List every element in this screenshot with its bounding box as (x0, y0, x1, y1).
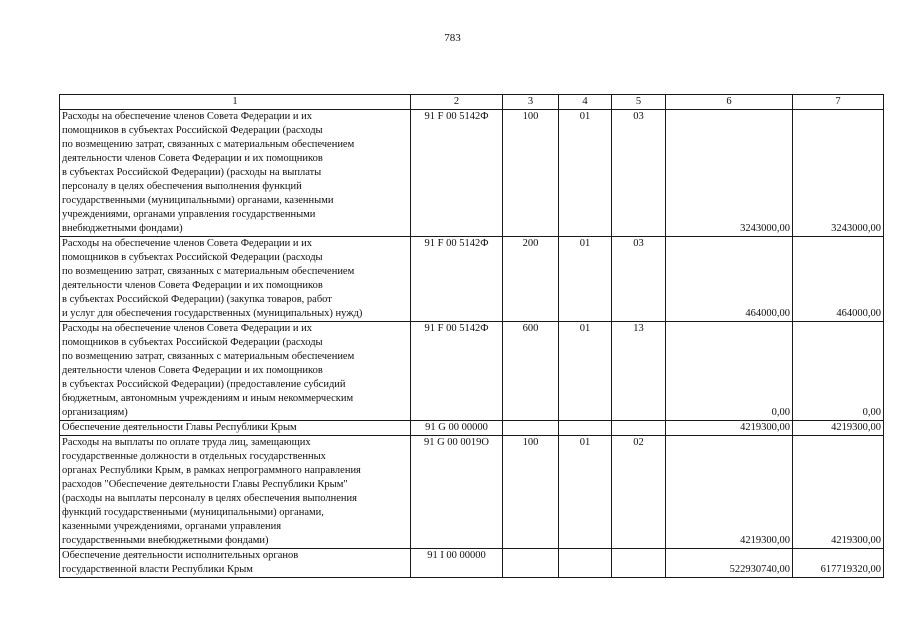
row-name-line: (расходы на выплаты персоналу в целях обеспечения выполнения (62, 493, 357, 504)
row-pr-cell: 13 (612, 322, 666, 421)
table-row (60, 322, 884, 421)
row-name-line: и услуг для обеспечения государственных (муниципальных) нужд) (62, 308, 363, 319)
row-rz-cell (559, 421, 612, 436)
row-name-line: по возмещению затрат, связанных с материальным обеспечением (62, 139, 355, 150)
row-code-cell: 91 F 00 5142Ф (411, 237, 503, 322)
table-row (60, 110, 884, 237)
row-name-line: бюджетным, автономным учреждениям и иным некоммерческим (62, 393, 354, 404)
row-vr-cell: 200 (503, 237, 559, 322)
row-pr-cell (612, 421, 666, 436)
row-sum1-cell: 0,00 (666, 322, 793, 421)
row-name-cell (60, 322, 411, 421)
row-name-line: Обеспечение деятельности исполнительных органов (62, 550, 299, 561)
row-pr-cell: 03 (612, 237, 666, 322)
row-name-line: по возмещению затрат, связанных с материальным обеспечением (62, 351, 355, 362)
row-name-line: казенными учреждениями, органами управления (62, 521, 282, 532)
row-sum1-cell: 4219300,00 (666, 436, 793, 549)
row-name-line: в субъектах Российской Федерации) (закупка товаров, работ (62, 294, 332, 305)
row-name-line: организациям) (62, 407, 128, 418)
row-name-line: по возмещению затрат, связанных с материальным обеспечением (62, 266, 355, 277)
row-vr-cell: 600 (503, 322, 559, 421)
row-name-line: внебюджетными фондами) (62, 223, 183, 234)
row-code-cell: 91 G 00 00000 (411, 421, 503, 436)
row-sum2-cell: 4219300,00 (793, 436, 884, 549)
header-cell-4: 4 (559, 95, 612, 110)
row-code-cell: 91 I 00 00000 (411, 549, 503, 578)
row-pr-cell: 02 (612, 436, 666, 549)
row-pr-cell: 03 (612, 110, 666, 237)
row-name-line: персоналу в целях обеспечения выполнения функций (62, 181, 302, 192)
row-pr-cell (612, 549, 666, 578)
row-name-line: Расходы на выплаты по оплате труда лиц, замещающих (62, 437, 311, 448)
row-name-line: государственной власти Республики Крым (62, 564, 253, 575)
row-sum2-cell: 3243000,00 (793, 110, 884, 237)
row-vr-cell (503, 549, 559, 578)
header-cell-2: 2 (411, 95, 503, 110)
row-rz-cell: 01 (559, 322, 612, 421)
row-name-line: Расходы на обеспечение членов Совета Федерации и их (62, 111, 313, 122)
row-name-line: функций государственными (муниципальными) органами, (62, 507, 324, 518)
row-sum1-cell: 4219300,00 (666, 421, 793, 436)
row-name-line: Обеспечение деятельности Главы Республики Крым (62, 422, 297, 433)
row-name-line: учреждениями, органами управления государственными (62, 209, 316, 220)
row-sum2-cell: 4219300,00 (793, 421, 884, 436)
row-name-line: деятельности членов Совета Федерации и их помощников (62, 365, 323, 376)
row-code-cell: 91 G 00 0019O (411, 436, 503, 549)
row-sum1-cell: 464000,00 (666, 237, 793, 322)
row-sum2-cell: 0,00 (793, 322, 884, 421)
table-row (60, 436, 884, 549)
row-name-line: помощников в субъектах Российской Федерации (расходы (62, 252, 323, 263)
row-vr-cell: 100 (503, 436, 559, 549)
row-name-cell (60, 110, 411, 237)
row-name-line: в субъектах Российской Федерации) (предоставление субсидий (62, 379, 346, 390)
row-sum2-cell: 464000,00 (793, 237, 884, 322)
row-rz-cell: 01 (559, 110, 612, 237)
header-cell-7: 7 (793, 95, 884, 110)
row-name-line: деятельности членов Совета Федерации и их помощников (62, 280, 323, 291)
row-name-line: помощников в субъектах Российской Федерации (расходы (62, 125, 323, 136)
row-name-line: расходов "Обеспечение деятельности Главы Республики Крым" (62, 479, 348, 490)
row-rz-cell (559, 549, 612, 578)
row-name-line: помощников в субъектах Российской Федерации (расходы (62, 337, 323, 348)
row-name-line: Расходы на обеспечение членов Совета Федерации и их (62, 238, 313, 249)
row-code-cell: 91 F 00 5142Ф (411, 110, 503, 237)
row-sum1-cell: 3243000,00 (666, 110, 793, 237)
table-row (60, 421, 884, 436)
budget-table-body (60, 95, 884, 578)
row-name-line: в субъектах Российской Федерации) (расходы на выплаты (62, 167, 322, 178)
row-vr-cell (503, 421, 559, 436)
row-name-line: органах Республики Крым, в рамках непрограммного направления (62, 465, 361, 476)
row-name-line: государственными внебюджетными фондами) (62, 535, 269, 546)
row-name-line: деятельности членов Совета Федерации и их помощников (62, 153, 323, 164)
budget-table (59, 94, 884, 578)
row-name-line: Расходы на обеспечение членов Совета Федерации и их (62, 323, 313, 334)
page-number: 783 (444, 32, 461, 44)
table-row (60, 549, 884, 578)
table-row (60, 237, 884, 322)
row-name-cell (60, 237, 411, 322)
row-sum1-cell: 522930740,00 (666, 549, 793, 578)
row-rz-cell: 01 (559, 237, 612, 322)
row-rz-cell: 01 (559, 436, 612, 549)
header-row (60, 95, 884, 110)
header-cell-3: 3 (503, 95, 559, 110)
row-sum2-cell: 617719320,00 (793, 549, 884, 578)
row-vr-cell: 100 (503, 110, 559, 237)
row-name-cell (60, 436, 411, 549)
row-code-cell: 91 F 00 5142Ф (411, 322, 503, 421)
header-cell-6: 6 (666, 95, 793, 110)
row-name-line: государственные должности в отдельных государственных (62, 451, 326, 462)
row-name-cell (60, 421, 411, 436)
header-cell-1: 1 (60, 95, 411, 110)
row-name-line: государственными (муниципальными) органами, казенными (62, 195, 334, 206)
header-cell-5: 5 (612, 95, 666, 110)
row-name-cell (60, 549, 411, 578)
